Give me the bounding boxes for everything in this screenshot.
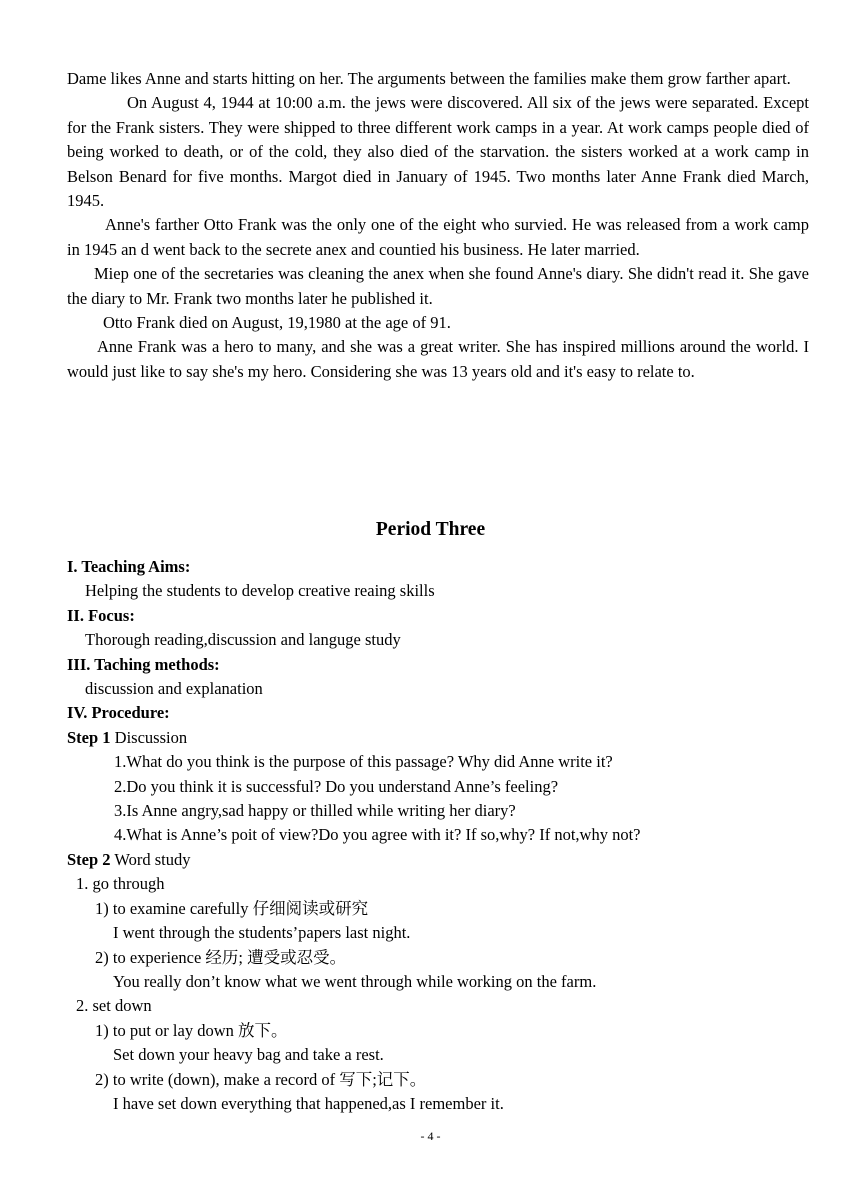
paragraph-4: Miep one of the secretaries was cleaning the anex when she found Anne's diary. She didn't read it. She gave the diary to Mr. Frank two months later he published it. [67,264,809,308]
step-1-title: Discussion [110,727,188,747]
word-go-through: 1. go through [76,874,165,894]
step-1 [67,726,809,750]
step-2-title: Word study [110,849,191,869]
paragraph-3: Anne's farther Otto Frank was the only one of the eight who survied. He was released from a work camp in 1945 an d went back to the secrete anex and countied his business. He later married. [67,215,809,259]
question-4: 4.What is Anne’s poit of view?Do you agree with it? If so,why? If not,why not? [114,825,641,845]
example-2-2: I have set down everything that happened,as I remember it. [113,1093,504,1113]
question-3: 3.Is Anne angry,sad happy or thilled while writing her diary? [114,801,516,821]
definition-1-2: 2) to experience 经历; 遭受或忍受。 [95,947,347,967]
definition-2-2: 2) to write (down), make a record of 写下;记下。 [95,1069,427,1089]
example-1-2: You really don’t know what we went through while working on the farm. [113,971,597,991]
question-2: 2.Do you think it is successful? Do you understand Anne’s feeling? [114,776,559,796]
methods-text: discussion and explanation [85,679,263,699]
example-2-1: Set down your heavy bag and take a rest. [113,1045,384,1065]
story-text [67,67,809,384]
procedure-heading: IV. Procedure: [67,703,170,723]
definition-2-1: 1) to put or lay down 放下。 [95,1020,288,1040]
definition-1-1: 1) to examine carefully 仔细阅读或研究 [95,898,369,918]
focus-text: Thorough reading,discussion and languge study [85,630,401,650]
question-1: 1.What do you think is the purpose of this passage? Why did Anne write it? [114,752,613,772]
step-1-label: Step 1 [67,727,111,747]
step-2-label: Step 2 [67,849,111,869]
period-title: Period Three [375,519,486,540]
paragraph-6: Anne Frank was a hero to many, and she was a great writer. She has inspired millions around the world. I would just like to say she's my hero. Considering she was 13 years old and it's easy to relate to. [67,337,809,381]
word-set-down: 2. set down [76,996,152,1016]
aims-text: Helping the students to develop creative reaing skills [85,581,435,601]
step-2 [67,848,809,872]
page-number: - 4 - [420,1129,441,1143]
aims-heading: I. Teaching Aims: [67,557,191,576]
paragraph-2: On August 4, 1944 at 10:00 a.m. the jews were discovered. All six of the jews were separated. Except for the Frank sisters. They were shipped to three different work camps in a year. At work camps people died of being worked to death, or of the cold, they also died of the starvation. the sisters worked at a work camp in Belson Benard for five months. Margot died in January of 1945. Two months later Anne Frank died March, 1945. [67,93,809,211]
focus-heading: II. Focus: [67,605,135,625]
example-1-1: I went through the students’papers last night. [113,923,411,943]
paragraph-5: Otto Frank died on August, 19,1980 at the age of 91. [103,313,451,333]
lesson-plan [67,555,809,1116]
paragraph-1: Dame likes Anne and starts hitting on her. The arguments between the families make them grow farther apart. [67,69,791,88]
methods-heading: III. Taching methods: [67,654,220,674]
